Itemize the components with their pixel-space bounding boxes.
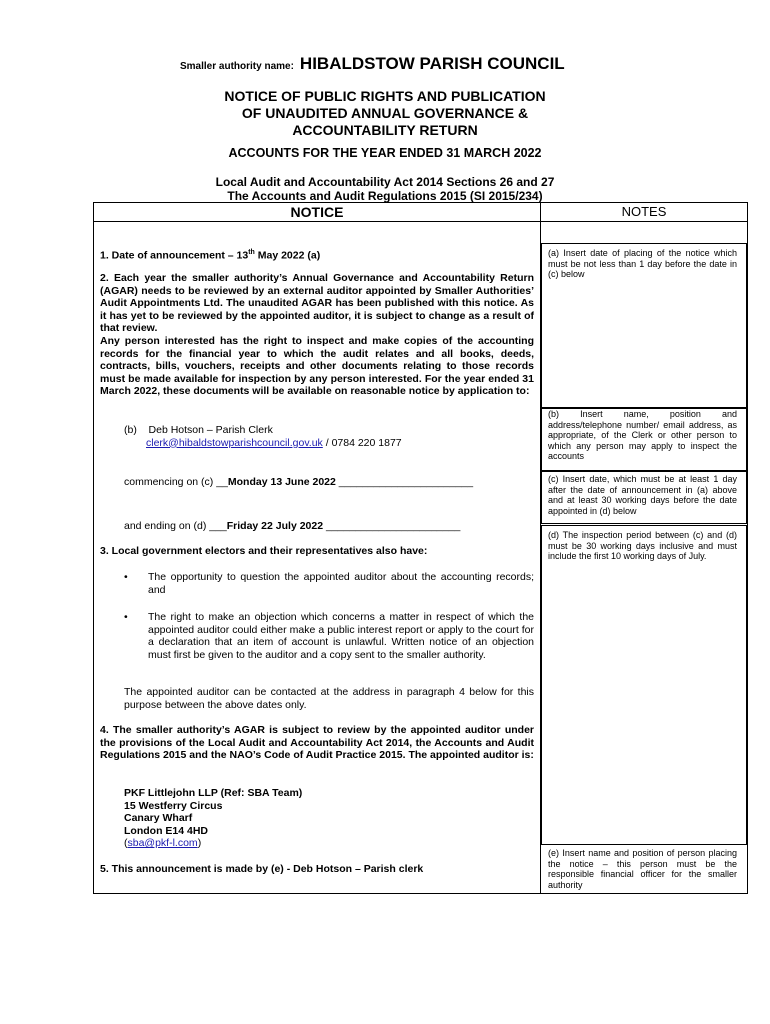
auditor-contact-info: The appointed auditor can be contacted at the address in paragraph 4 below for this purpose between the above dates only. — [124, 686, 534, 711]
note-d: (d) The inspection period between (c) and (d) must be 30 working days inclusive and must include the first 10 working days of July. — [548, 530, 737, 562]
bullet-1-marker: • — [124, 571, 128, 583]
note-b: (b) Insert name, position and address/telephone number/ email address, as appropriate, of the Clerk or other person to which any person may apply to inspect the accounts — [548, 409, 737, 462]
note-d-box — [541, 525, 747, 845]
clerk-email-link[interactable]: clerk@hibaldstowparishcouncil.gov.uk — [146, 436, 323, 449]
auditor-address: PKF Littlejohn LLP (Ref: SBA Team) 15 Westferry Circus Canary Wharf London E14 4HD (sba@pkf-l.com) — [124, 787, 303, 850]
para-5: 5. This announcement is made by (e) - Deb Hotson – Parish clerk — [100, 863, 424, 875]
note-e: (e) Insert name and position of person placing the notice – this person must be the responsible financial officer for the smaller authority — [548, 848, 737, 890]
note-c: (c) Insert date, which must be at least 1 day after the date of announcement in (a) above and at least 30 working days before the date appointed in (d) below — [548, 474, 737, 516]
bullet-2: The right to make an objection which concerns a matter in respect of which the appointed auditor could either make a public interest report or apply to the court for a declaration that an item of account is unlawful. Written notice of an objection must first be given to the auditor and a copy sent to the smaller authority. — [148, 611, 534, 661]
header-rule — [94, 221, 747, 222]
legislation-reference: Local Audit and Accountability Act 2014 Sections 26 and 27 The Accounts and Audit Regulations 2015 (SI 2015/234) — [215, 175, 555, 203]
ending-date: and ending on (d) ___Friday 22 July 2022 _______________________ — [124, 520, 461, 532]
authority-name: HIBALDSTOW PARISH COUNCIL — [299, 54, 565, 73]
para-2: 2. Each year the smaller authority’s Annual Governance and Accountability Return (AGAR) needs to be reviewed by an external auditor appointed by Smaller Authorities’ Audit Appointments Ltd. The unaudited AGAR has been published with this notice. As it has yet to be reviewed by the appointed auditor, it is subject to change as a result of that review. Any person interested has the right to inspect and make copies of the accounting records for the financial year to which the audit relates and all books, deeds, contracts, bills, vouchers, receipts and other documents relating to those records must be made available for inspection by any person interested. For the year ended 31 March 2022, these documents will be available on reasonable notice by application to: — [100, 272, 534, 398]
authority-label: Smaller authority name: — [180, 61, 294, 72]
notice-title: NOTICE OF PUBLIC RIGHTS AND PUBLICATION OF UNAUDITED ANNUAL GOVERNANCE & ACCOUNTABILITY RETURN — [224, 88, 546, 138]
commencing-date: commencing on (c) __Monday 13 June 2022 _______________________ — [124, 476, 474, 488]
authority-line — [180, 54, 700, 74]
note-a: (a) Insert date of placing of the notice which must be not less than 1 day before the date in (c) below — [548, 248, 737, 280]
auditor-email-link[interactable]: sba@pkf-l.com — [127, 837, 198, 850]
para-1-date: 1. Date of announcement – 13th May 2022 (a) — [100, 249, 321, 262]
contact-block: (b) Deb Hotson – Parish Clerk clerk@hibaldstowparishcouncil.gov.uk / 0784 220 1877 — [124, 424, 402, 449]
para-3: 3. Local government electors and their representatives also have: — [100, 545, 428, 557]
notes-column-header: NOTES — [621, 204, 667, 219]
accounts-year: ACCOUNTS FOR THE YEAR ENDED 31 MARCH 2022 — [228, 146, 542, 160]
notice-column-header: NOTICE — [290, 204, 344, 220]
bullet-1: The opportunity to question the appointed auditor about the accounting records; and — [148, 571, 534, 596]
bullet-2-marker: • — [124, 611, 128, 623]
para-4: 4. The smaller authority’s AGAR is subject to review by the appointed auditor under the provisions of the Local Audit and Accountability Act 2014, the Accounts and Audit Regulations 2015 and the NAO’s Code of Audit Practice 2015. The appointed auditor is: — [100, 724, 534, 762]
